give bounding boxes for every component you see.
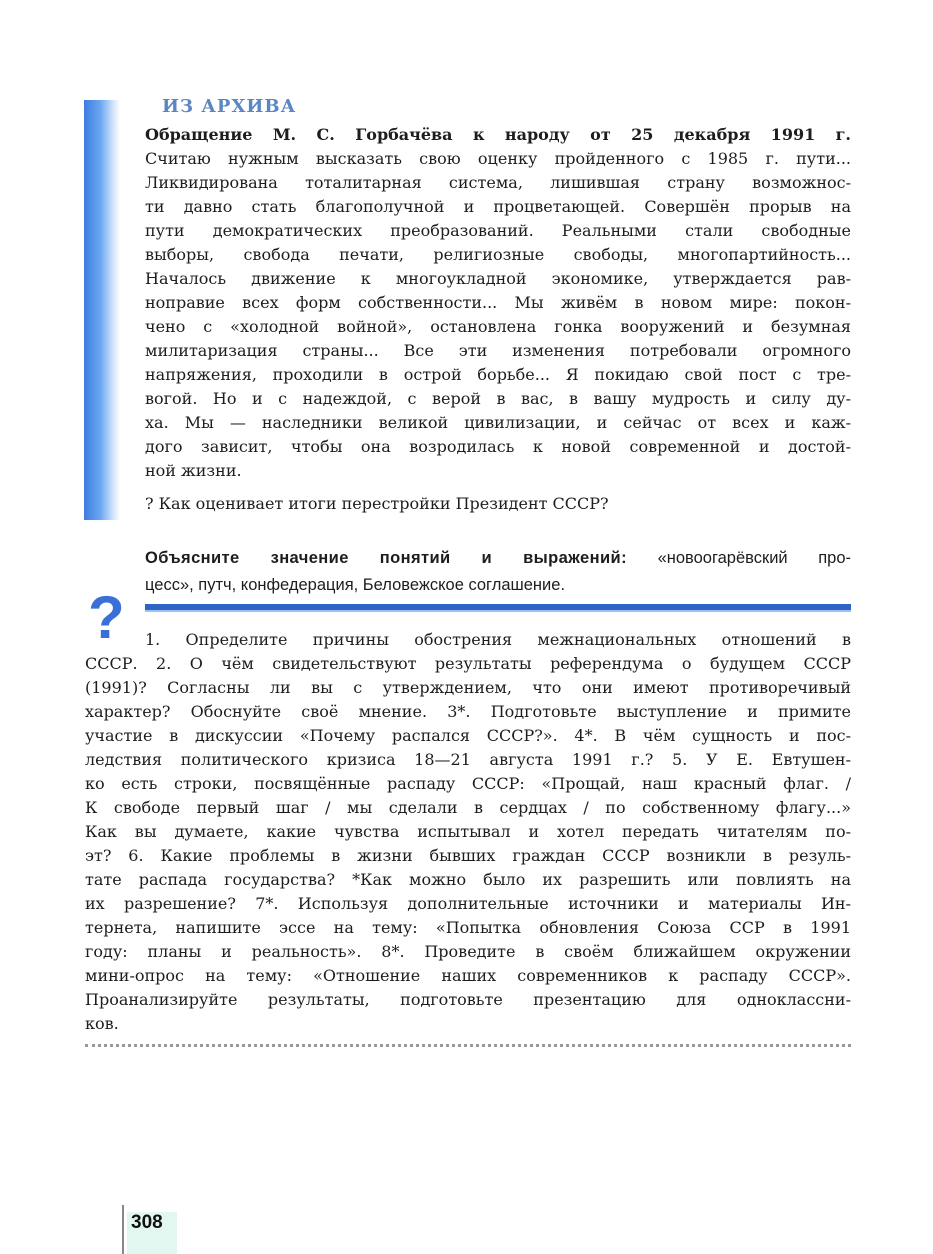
section-divider <box>145 604 851 612</box>
archive-lines-line: ноправие всех форм собственности... Мы живём в новом мире: покон- <box>145 293 851 312</box>
archive-lines-line: пути демократических преобразований. Реальными стали свободные <box>145 221 851 240</box>
terms-block <box>145 545 851 599</box>
archive-lines-line: милитаризация страны... Все эти изменения потребовали огромного <box>145 341 851 360</box>
page-number-bar <box>122 1205 124 1254</box>
page-number: 308 <box>131 1212 163 1233</box>
archive-lines-line: ха. Мы — наследники великой цивилизации, и сейчас от всех и каж- <box>145 413 851 432</box>
tasks-lines-line: году: планы и реальность». 8*. Проведите в своём ближайшем окружении <box>85 942 851 961</box>
tasks-lines-line: их разрешение? 7*. Используя дополнительные источники и материалы Ин- <box>85 894 851 913</box>
terms-text-2: цесс», путч, конфедерация, Беловежское соглашение. <box>145 576 566 594</box>
terms-text-1: «новоогарёвский про- <box>657 549 851 567</box>
terms-label: Объясните значение понятий и выражений: <box>145 549 627 567</box>
tasks-lines-line: эт? 6. Какие проблемы в жизни бывших граждан СССР возникли в резуль- <box>85 846 851 865</box>
archive-lines-line: чено с «холодной войной», остановлена гонка вооружений и безумная <box>145 317 851 336</box>
archive-question: ? Как оценивает итоги перестройки Президент СССР? <box>145 494 609 513</box>
archive-lines-line: дого зависит, чтобы она возродилась к новой современной и достой- <box>145 437 851 456</box>
tasks-lines-line: СССР. 2. О чём свидетельствуют результаты референдума о будущем СССР <box>85 654 851 673</box>
archive-lines-line: вогой. Но и с надеждой, с верой в вас, в вашу мудрость и силу ду- <box>145 389 851 408</box>
tasks-lines-line: ков. <box>85 1014 119 1033</box>
archive-lines-line: ти давно стать благополучной и процветающей. Совершён прорыв на <box>145 197 851 216</box>
archive-heading: Обращение М. С. Горбачёва к народу от 25 декабря 1991 г. <box>145 125 851 144</box>
archive-lines-line: Считаю нужным высказать свою оценку пройденного с 1985 г. пути... <box>145 149 851 168</box>
tasks-lines-line: тернета, напишите эссе на тему: «Попытка обновления Союза ССР в 1991 <box>85 918 851 937</box>
tasks-lines-line: К свободе первый шаг / мы сделали в сердцах / по собственному флагу...» <box>85 798 851 817</box>
archive-lines-line: Началось движение к многоукладной экономике, утверждается рав- <box>145 269 851 288</box>
archive-lines-line: напряжения, проходили в острой борьбе... Я покидаю свой пост с тре- <box>145 365 851 384</box>
tasks-lines-line: ледствия политического кризиса 18—21 августа 1991 г.? 5. У Е. Евтушен- <box>85 750 851 769</box>
tasks-lines-line: участие в дискуссии «Почему распался СССР?». 4*. В чём сущность и пос- <box>85 726 851 745</box>
tasks-lines-line: мини-опрос на тему: «Отношение наших современников к распаду СССР». <box>85 966 851 985</box>
tasks-lines-line: тате распада государства? *Как можно было их разрешить или повлиять на <box>85 870 851 889</box>
tasks-lines-line: (1991)? Согласны ли вы с утверждением, что они имеют противоречивый <box>85 678 851 697</box>
question-mark-icon: ? <box>88 584 125 651</box>
tasks-lines-line: ко есть строки, посвящённые распаду СССР: «Прощай, наш красный флаг. / <box>85 774 851 793</box>
tasks-text <box>85 628 851 1036</box>
archive-title: ИЗ АРХИВА <box>162 96 297 117</box>
dotted-divider <box>85 1044 851 1047</box>
archive-lines-line: Ликвидирована тоталитарная система, лишившая страну возможнос- <box>145 173 851 192</box>
archive-lines-line: выборы, свобода печати, религиозные свободы, многопартийность... <box>145 245 851 264</box>
tasks-lines-line: 1. Определите причины обострения межнациональных отношений в <box>145 630 851 649</box>
tasks-lines-line: характер? Обоснуйте своё мнение. 3*. Подготовьте выступление и примите <box>85 702 851 721</box>
tasks-lines-line: Как вы думаете, какие чувства испытывал и хотел передать читателям по- <box>85 822 851 841</box>
archive-lines-line: ной жизни. <box>145 461 242 480</box>
tasks-lines-line: Проанализируйте результаты, подготовьте презентацию для одноклассни- <box>85 990 851 1009</box>
archive-text <box>145 123 851 483</box>
archive-side-bar <box>84 100 120 520</box>
